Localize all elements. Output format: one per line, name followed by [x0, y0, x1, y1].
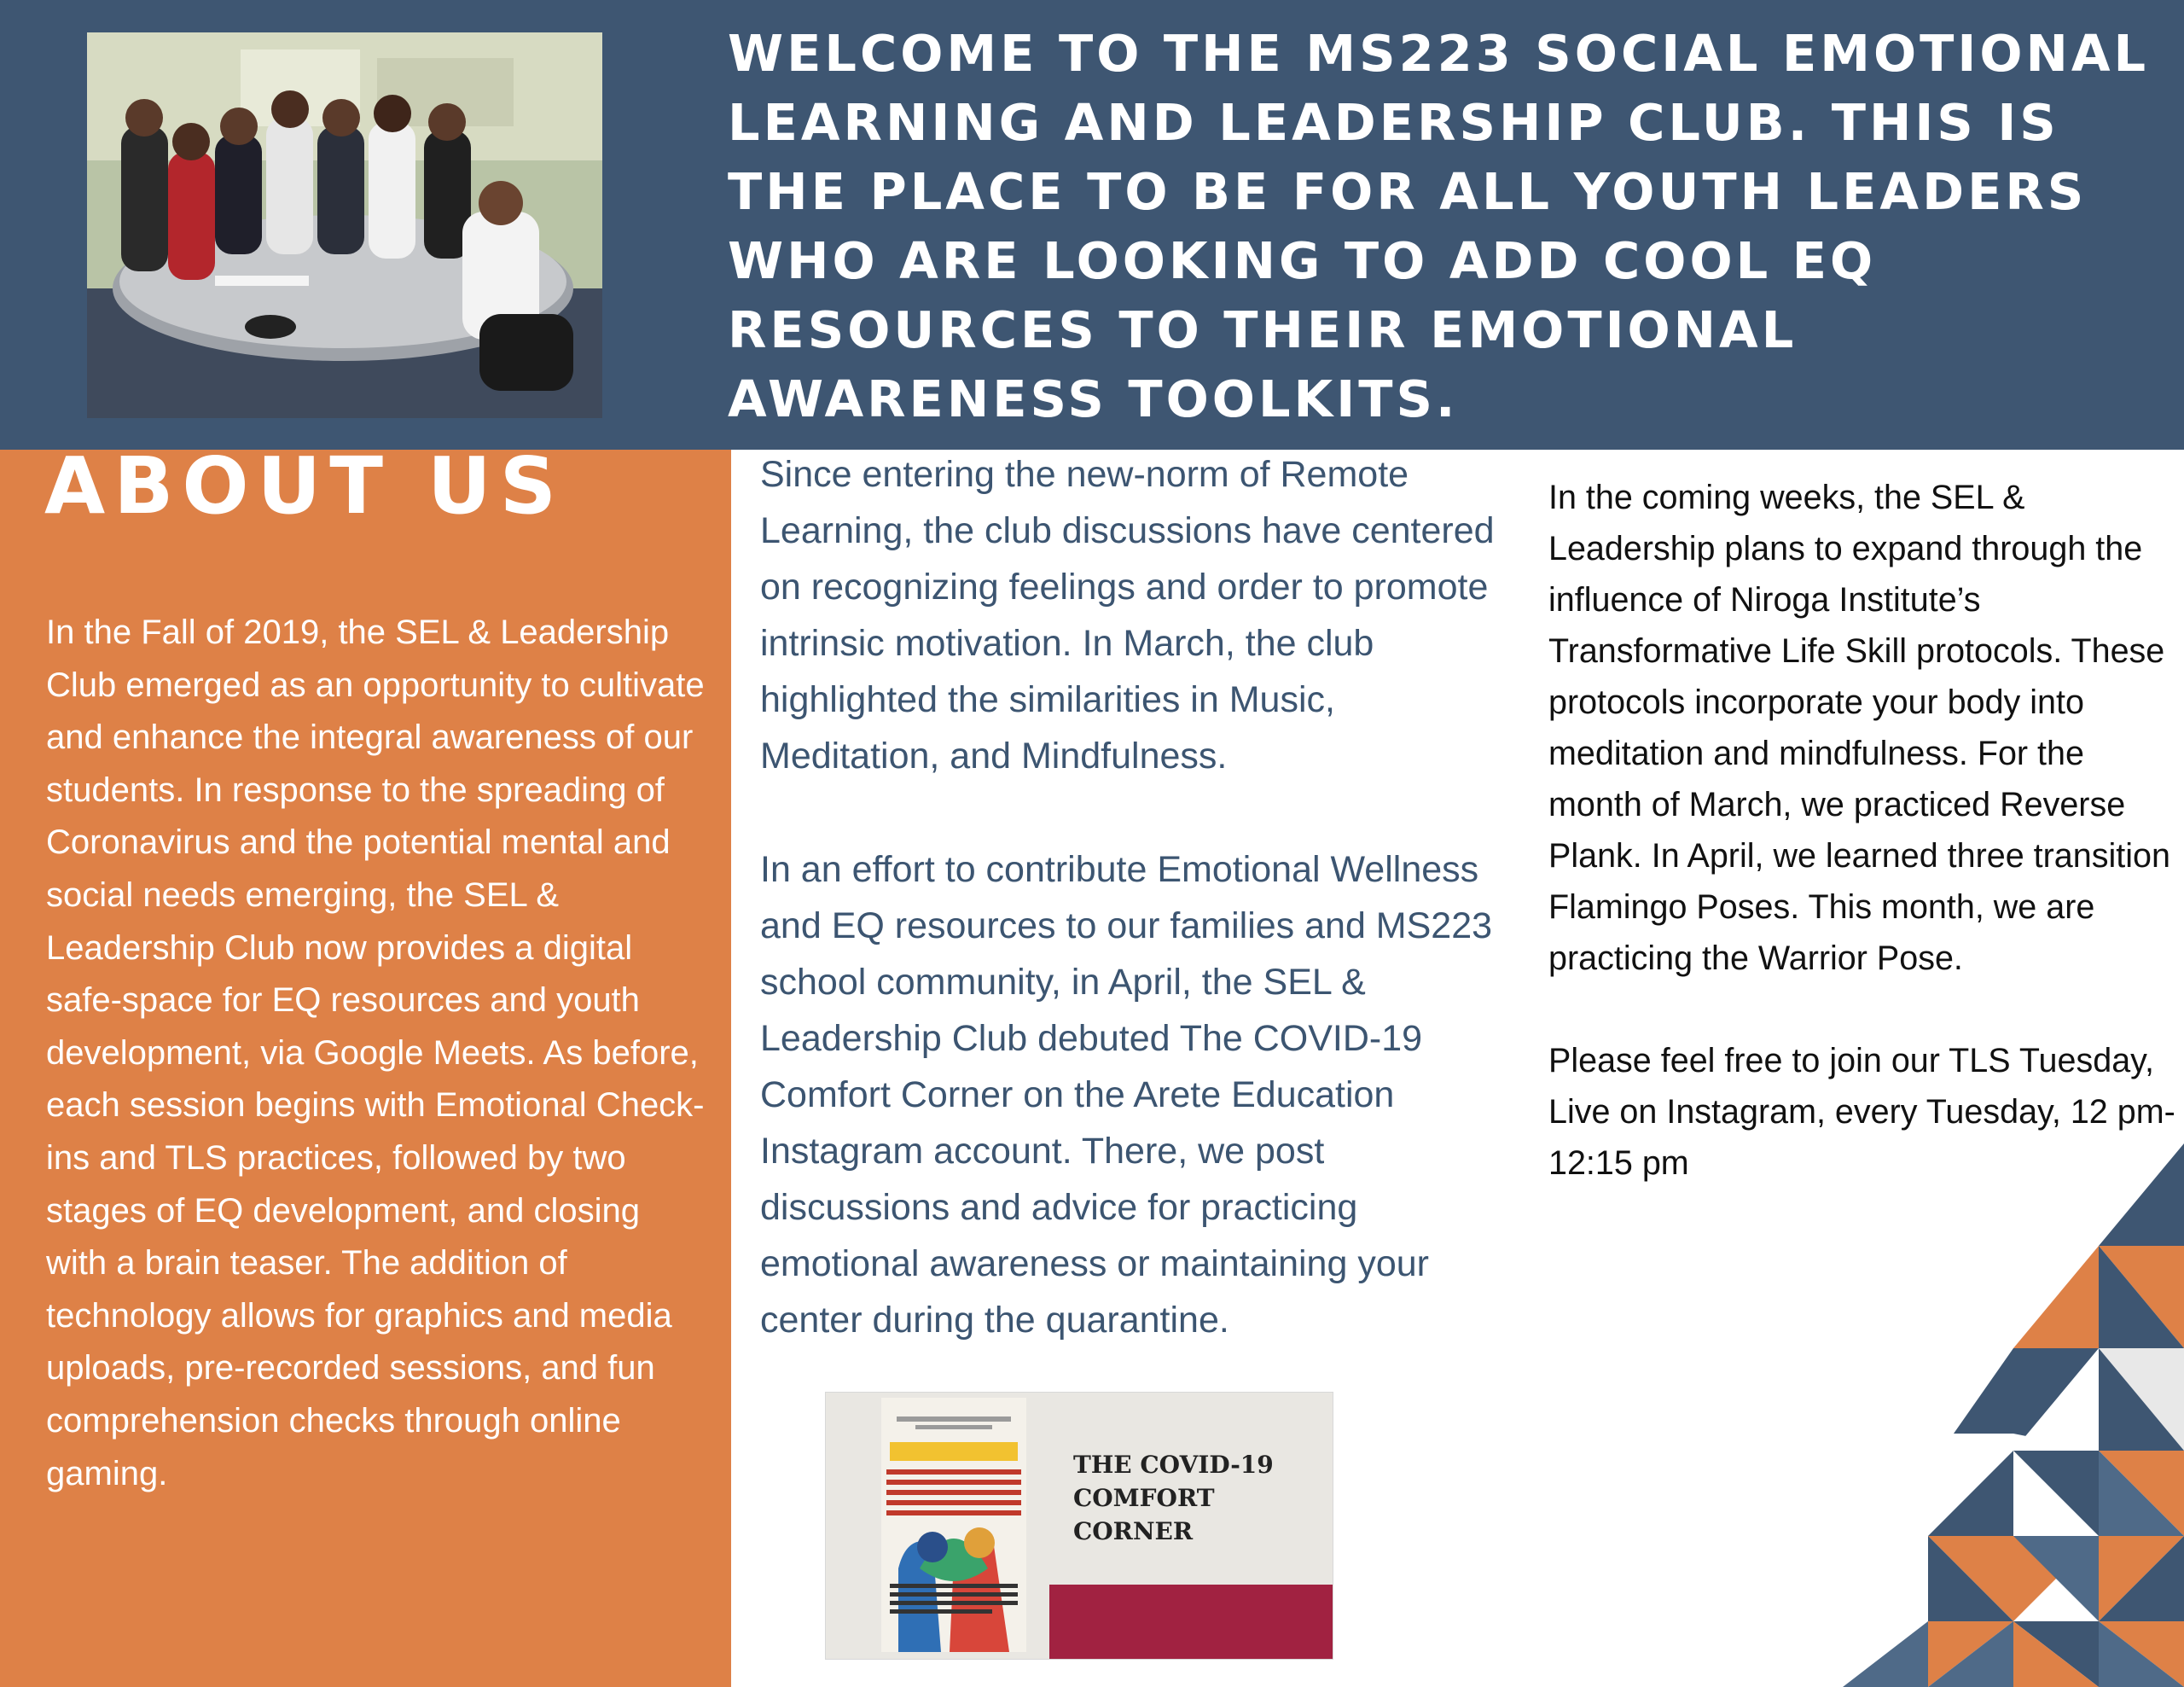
comfort-corner-paragraph: In an effort to contribute Emotional Wellness and EQ resources to our families and MS223 school community, in April, the SEL & Leadership Club debuted The COVID-19 Comfort Corner on the Arete Education Instagram account. There, we post discussions and advice for practicing emotional awareness or maintaining your center during the quarantine. [760, 848, 1493, 1341]
comfort-corner-title: THE COVID-19 COMFORT CORNER [1073, 1451, 1274, 1545]
about-us-heading: ABOUT US [44, 440, 565, 532]
comfort-corner-thumbnail [825, 1392, 1333, 1660]
about-us-body: In the Fall of 2019, the SEL & Leadership Club emerged as an opportunity to cultivate and enhance the integral awareness of our students. In response to the spreading of Coronavirus and the potential mental and social needs emerging, the SEL & Leadership Club now provides a digital safe-space for EQ resources and youth development, via Google Meets. As before, each session begins with Emotional Check-ins and TLS practices, followed by two stages of EQ development, and closing with a brain teaser. The addition of technology allows for graphics and media uploads, pre-recorded sessions, and fun comprehension checks through online gaming. [46, 614, 705, 1492]
poster-illustration [881, 1398, 1026, 1652]
geometric-triangle-pattern [1672, 1143, 2184, 1687]
tls-plans-paragraph: In the coming weeks, the SEL & Leadership plans to expand through the influence of Niroga Institute’s Transformative Life Skill protocols. These protocols incorporate your body into meditation and mindfulness. For the month of March, we practiced Reverse Plank. In April, we learned three transition Flamingo Poses. This month, we are practicing the Warrior Pose. [1548, 479, 2170, 977]
welcome-headline: WELCOME TO THE MS223 SOCIAL EMOTIONAL LEARNING AND LEADERSHIP CLUB. THIS IS THE PLACE TO BE FOR ALL YOUTH LEADERS WHO ARE LOOKING TO ADD COOL EQ RESOURCES TO THEIR EMOTIONAL AWARENESS TOOLKITS. [728, 24, 2150, 428]
club-group-photo [87, 32, 602, 418]
right-column [1548, 472, 2180, 1189]
middle-column [760, 446, 1521, 1348]
thumbnail-accent-bar [1049, 1585, 1333, 1659]
comfort-corner-poster [881, 1398, 1026, 1652]
club-photo-illustration [87, 32, 602, 418]
tls-tuesday-paragraph: Please feel free to join our TLS Tuesday, Live on Instagram, every Tuesday, 12 pm- 12:15 pm [1548, 1042, 2175, 1182]
remote-learning-paragraph: Since entering the new-norm of Remote Learning, the club discussions have centered on recognizing feelings and order to promote intrinsic motivation. In March, the club highlighted the similarities in Music, Meditation, and Mindfulness. [760, 454, 1495, 777]
